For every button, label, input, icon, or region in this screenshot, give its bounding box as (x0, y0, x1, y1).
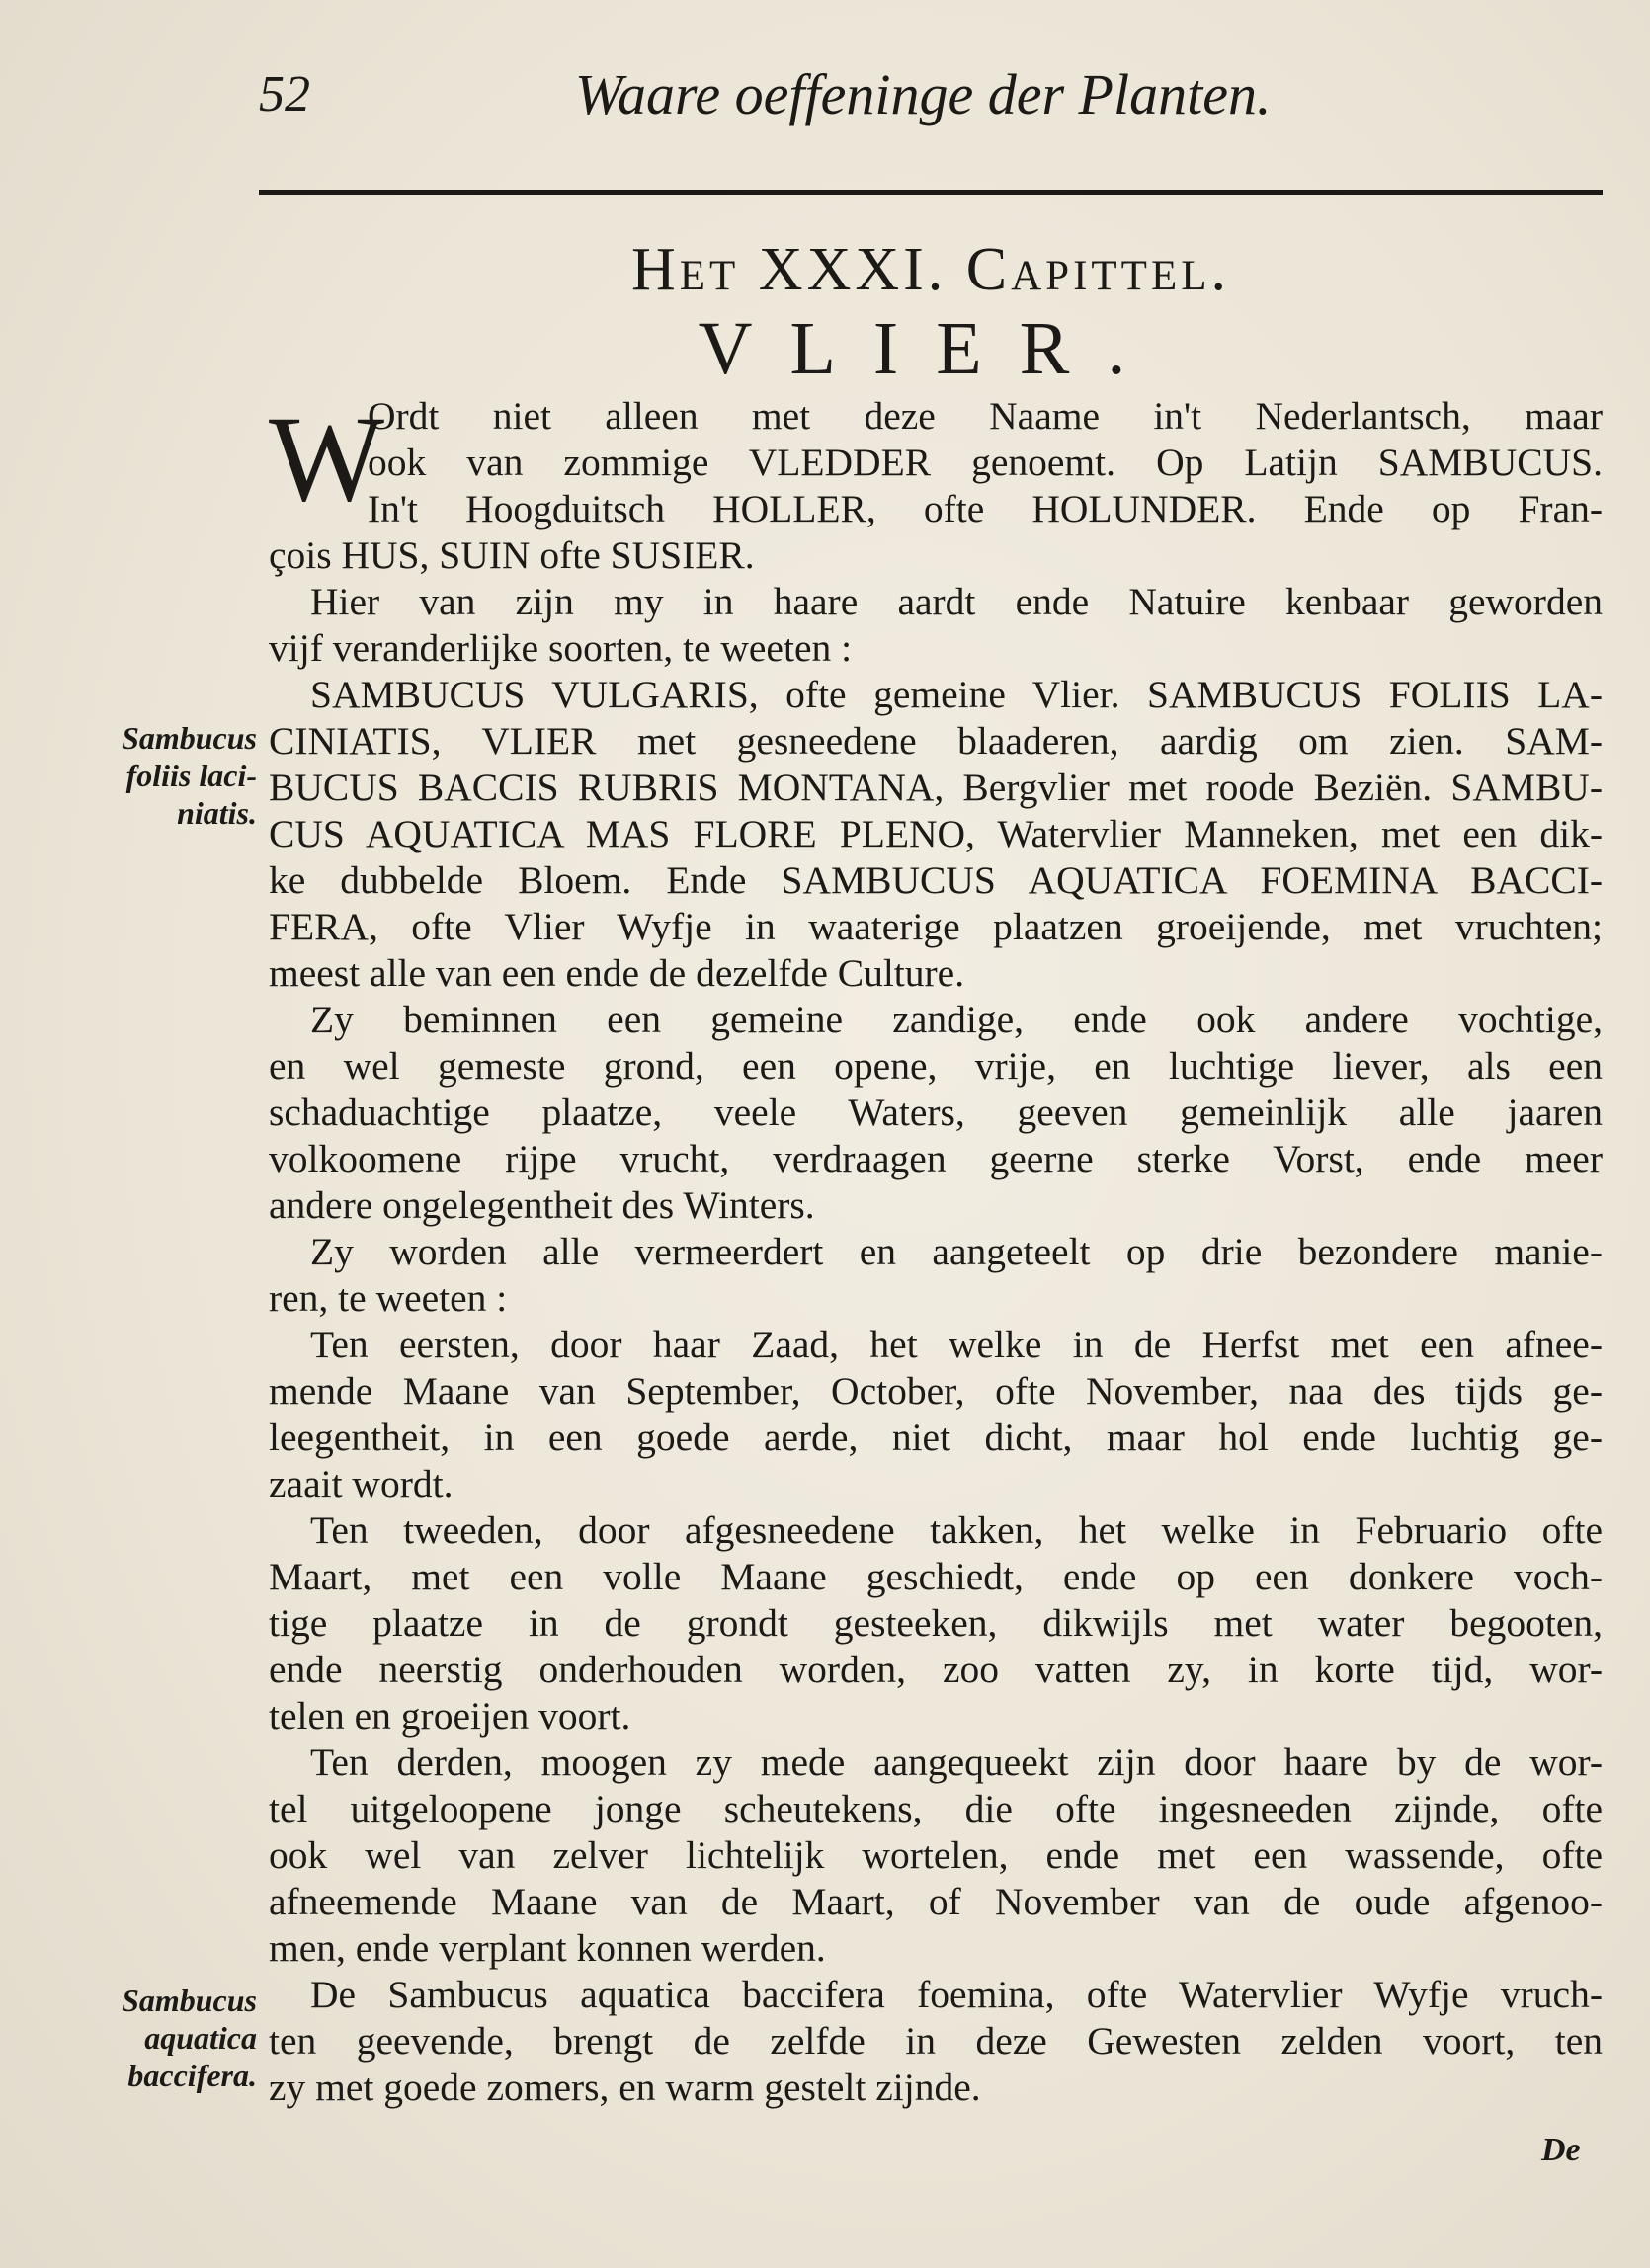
margin-note-line: Sambucus (122, 1983, 257, 2018)
text-line: Zy worden alle vermeerdert en aangeteelt op drie bezondere manie- (310, 1230, 1603, 1273)
text-line: telen en groeijen voort. (269, 1694, 631, 1738)
text-line: volkoomene rijpe vrucht, verdraagen geerne sterke Vorst, ende meer (269, 1137, 1603, 1180)
text-line: ende neerstig onderhouden worden, zoo vatten zy, in korte tijd, wor- (269, 1648, 1603, 1691)
margin-note-aquatica-baccifera (59, 1982, 257, 2094)
drop-cap: W (269, 391, 385, 526)
text-line: Hier van zijn my in haare aardt ende Natuire kenbaar geworden (310, 580, 1603, 623)
text-line: schaduachtige plaatze, veele Waters, geeven gemeinlijk alle jaaren (269, 1091, 1603, 1134)
margin-note-line: niatis. (177, 795, 257, 831)
running-title: Waare oeffeninge der Planten. (575, 62, 1272, 126)
margin-note-line: aquatica (144, 2020, 257, 2056)
text-line: ook wel van zelver lichtelijk wortelen, ende met een wassende, ofte (269, 1833, 1603, 1877)
text-line: tige plaatze in de grondt gesteeken, dikwijls met water begooten, (269, 1601, 1603, 1645)
text-line: In't Hoogduitsch HOLLER, ofte HOLUNDER. Ende op Fran- (368, 487, 1603, 530)
chapter-heading: Het XXXI. Capittel. (631, 236, 1230, 303)
text-line: ren, te weeten : (269, 1276, 508, 1320)
text-line: CINIATIS, VLIER met gesneedene blaaderen, aardig om zien. SAM- (269, 719, 1603, 763)
page-header (259, 61, 1296, 130)
text-line: ke dubbelde Bloem. Ende SAMBUCUS AQUATICA FOEMINA BACCI- (269, 858, 1603, 902)
text-line: Ten eersten, door haar Zaad, het welke in de Herfst met een afnee- (310, 1323, 1603, 1366)
text-line: meest alle van een ende de dezelfde Culture. (269, 951, 965, 995)
text-line: SAMBUCUS VULGARIS, ofte gemeine Vlier. SAMBUCUS FOLIIS LA- (310, 673, 1603, 716)
text-line: afneemende Maane van de Maart, of November van de oude afgenoo- (269, 1880, 1603, 1923)
text-line: zaait wordt. (269, 1462, 454, 1505)
margin-note-foliis-laciniatis (59, 719, 257, 832)
header-rule (259, 190, 1603, 195)
text-line: tel uitgeloopene jonge scheutekens, die ofte ingesneeden zijnde, ofte (269, 1787, 1603, 1830)
text-line: Maart, met een volle Maane geschiedt, ende op een donkere voch- (269, 1555, 1603, 1598)
chapter-title: VLIER. (698, 307, 1164, 390)
text-line: BUCUS BACCIS RUBRIS MONTANA, Bergvlier met roode Beziën. SAMBU- (269, 766, 1603, 809)
text-line: vijf veranderlijke soorten, te weeten : (269, 626, 853, 670)
margin-note-line: foliis laci- (125, 758, 257, 793)
text-line: çois HUS, SUIN ofte SUSIER. (269, 533, 755, 577)
text-line: CUS AQUATICA MAS FLORE PLENO, Watervlier Manneken, met een dik- (269, 812, 1603, 855)
text-line: andere ongelegentheit des Winters. (269, 1183, 815, 1227)
page-number: 52 (259, 66, 310, 122)
text-line: ten geevende, brengt de zelfde in deze Gewesten zelden voort, ten (269, 2019, 1603, 2063)
text-line: leegentheit, in een goede aerde, niet dicht, maar hol ende luchtig ge- (269, 1416, 1603, 1459)
text-line: Ten derden, moogen zy mede aangequeekt zijn door haare by de wor- (310, 1741, 1603, 1784)
text-line: men, ende verplant konnen werden. (269, 1926, 826, 1970)
body-text (269, 393, 1603, 2111)
margin-note-line: baccifera. (127, 2058, 257, 2093)
text-line: De Sambucus aquatica baccifera foemina, ofte Watervlier Wyfje vruch- (310, 1973, 1603, 2016)
catchword: De (1541, 2132, 1581, 2168)
text-line: Zy beminnen een gemeine zandige, ende ook andere vochtige, (310, 998, 1603, 1041)
text-line: ook van zommige VLEDDER genoemt. Op Latijn SAMBUCUS. (368, 441, 1603, 484)
text-line: Ordt niet alleen met deze Naame in't Nederlantsch, maar (368, 394, 1603, 438)
text-line: Ten tweeden, door afgesneedene takken, het welke in Februario ofte (310, 1508, 1603, 1552)
text-line: zy met goede zomers, en warm gestelt zijnde. (269, 2066, 981, 2109)
text-line: en wel gemeste grond, een opene, vrije, en luchtige liever, als een (269, 1044, 1603, 1088)
text-line: FERA, ofte Vlier Wyfje in waaterige plaatzen groeijende, met vruchten; (269, 905, 1603, 948)
text-line: mende Maane van September, October, ofte November, naa des tijds ge- (269, 1369, 1603, 1413)
margin-note-line: Sambucus (122, 720, 257, 756)
